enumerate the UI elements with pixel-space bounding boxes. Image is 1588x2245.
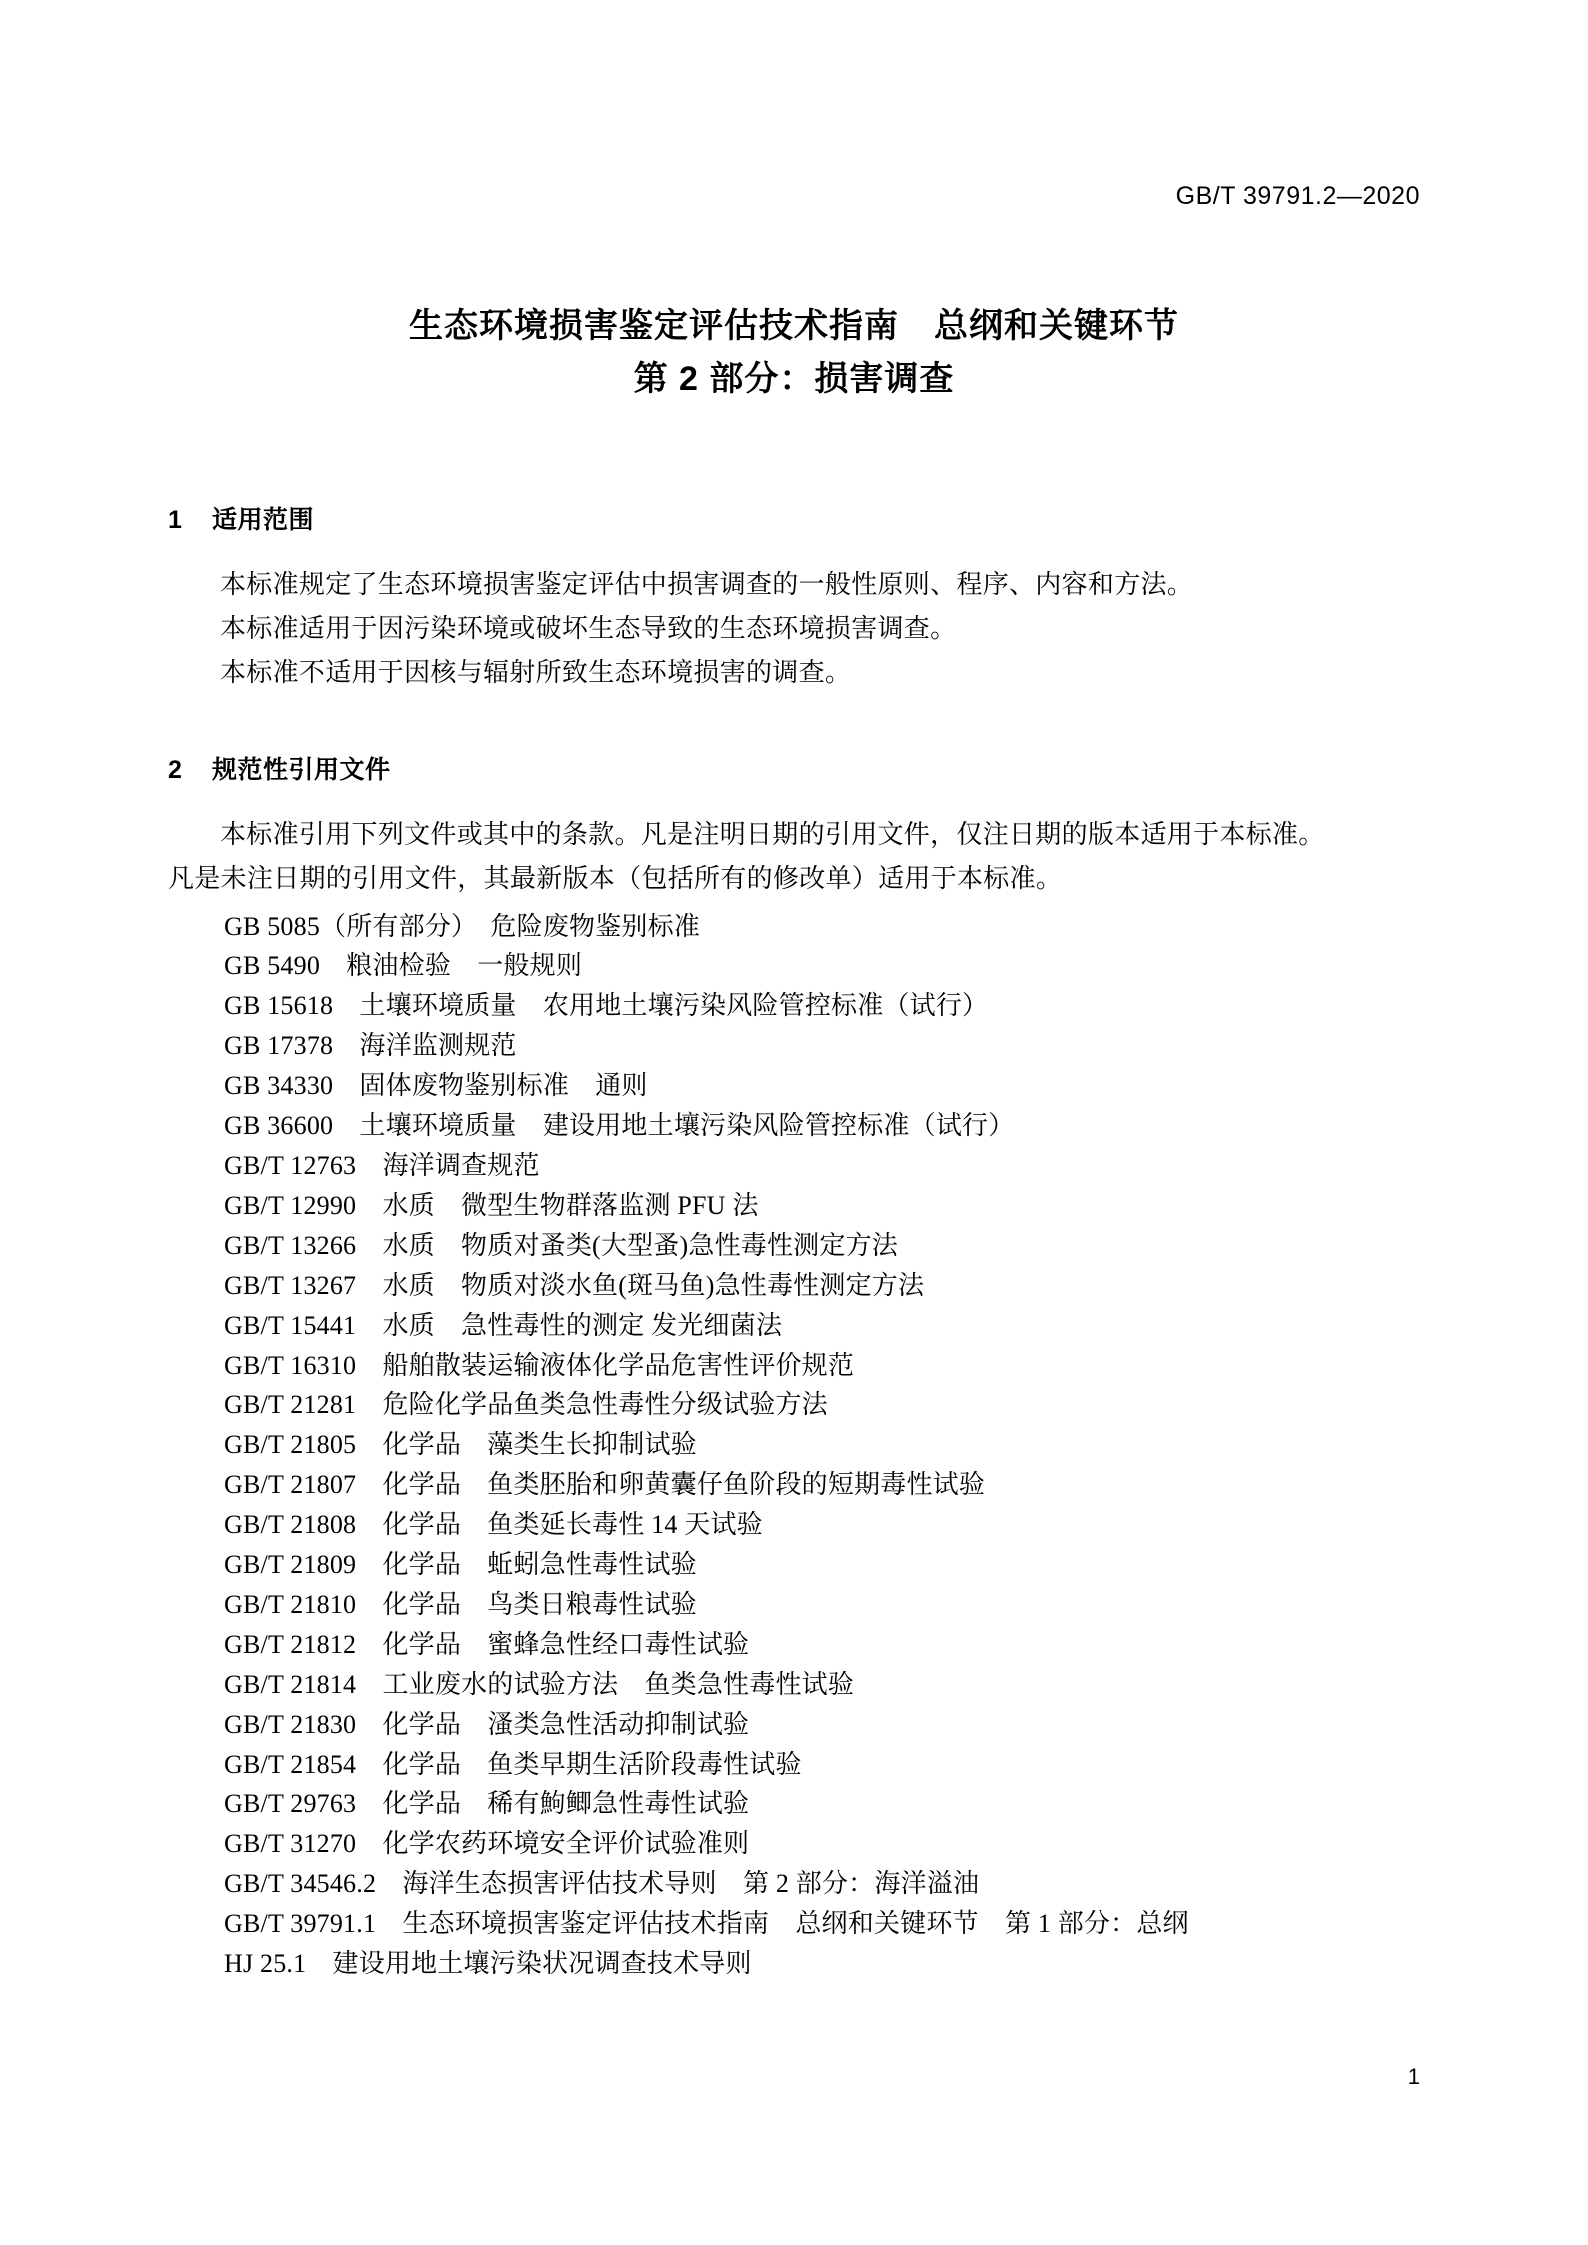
page-title — [0, 300, 1588, 405]
list-item: GB/T 21814 工业废水的试验方法 鱼类急性毒性试验 — [224, 1669, 855, 1699]
section-number-1: 1 — [168, 506, 183, 534]
list-item: HJ 25.1 建设用地土壤污染状况调查技术导则 — [224, 1949, 752, 1979]
list-item: GB/T 21810 化学品 鸟类日粮毒性试验 — [224, 1589, 697, 1619]
section-heading-1 — [168, 500, 1420, 536]
section-spacer — [168, 696, 1420, 750]
paragraph: 本标准不适用于因核与辐射所致生态环境损害的调查。 — [220, 658, 852, 688]
list-item: GB/T 12763 海洋调查规范 — [224, 1150, 540, 1180]
list-item: GB/T 29763 化学品 稀有鮈鲫急性毒性试验 — [224, 1789, 750, 1819]
list-item: GB/T 21808 化学品 鱼类延长毒性 14 天试验 — [224, 1510, 763, 1540]
section-heading-2 — [168, 750, 1420, 786]
list-item: GB 15618 土壤环境质量 农用地土壤污染风险管控标准（试行） — [224, 991, 989, 1021]
section-title-2: 规范性引用文件 — [212, 756, 391, 785]
list-item: GB 34330 固体废物鉴别标准 通则 — [224, 1071, 648, 1101]
list-item: GB 5085（所有部分） 危险废物鉴别标准 — [224, 911, 701, 941]
section-number-2: 2 — [168, 756, 183, 785]
list-item: GB/T 31270 化学农药环境安全评价试验准则 — [224, 1829, 750, 1859]
page-title-line-1: 生态环境损害鉴定评估技术指南 总纲和关键环节 — [409, 307, 1179, 345]
list-item: GB/T 21809 化学品 蚯蚓急性毒性试验 — [224, 1550, 697, 1580]
list-item: GB/T 34546.2 海洋生态损害评估技术导则 第 2 部分：海洋溢油 — [224, 1869, 980, 1899]
list-item: GB 17378 海洋监测规范 — [224, 1031, 517, 1061]
list-item: GB/T 21807 化学品 鱼类胚胎和卵黄囊仔鱼阶段的短期毒性试验 — [224, 1470, 986, 1500]
page-header-standard-code: GB/T 39791.2—2020 — [1175, 182, 1420, 210]
section-1-paragraphs — [168, 564, 1420, 694]
list-item: GB/T 21281 危险化学品鱼类急性毒性分级试验方法 — [224, 1390, 828, 1420]
normative-reference-list — [168, 907, 1420, 1984]
list-item: GB/T 12990 水质 微型生物群落监测 PFU 法 — [224, 1190, 759, 1220]
list-item: GB/T 13266 水质 物质对蚤类(大型蚤)急性毒性测定方法 — [224, 1230, 898, 1260]
list-item: GB/T 39791.1 生态环境损害鉴定评估技术指南 总纲和关键环节 第 1 部分：总纲 — [224, 1909, 1189, 1939]
list-item: GB/T 21805 化学品 藻类生长抑制试验 — [224, 1430, 697, 1460]
list-item: GB 36600 土壤环境质量 建设用地土壤污染风险管控标准（试行） — [224, 1111, 1015, 1141]
paragraph: 凡是未注日期的引用文件，其最新版本（包括所有的修改单）适用于本标准。 — [168, 864, 1063, 894]
list-item: GB/T 21812 化学品 蜜蜂急性经口毒性试验 — [224, 1629, 750, 1659]
document-body — [168, 500, 1420, 1984]
page-title-line-2: 第 2 部分：损害调查 — [633, 359, 955, 398]
paragraph: 本标准适用于因污染环境或破坏生态导致的生态环境损害调查。 — [220, 614, 957, 644]
paragraph: 本标准引用下列文件或其中的条款。凡是注明日期的引用文件，仅注日期的版本适用于本标准。 — [220, 820, 1325, 850]
list-item: GB/T 16310 船舶散装运输液体化学品危害性评价规范 — [224, 1350, 855, 1380]
paragraph: 本标准规定了生态环境损害鉴定评估中损害调查的一般性原则、程序、内容和方法。 — [220, 570, 1194, 599]
page-number: 1 — [1407, 2064, 1420, 2089]
list-item: GB/T 21830 化学品 溞类急性活动抑制试验 — [224, 1709, 750, 1739]
section-2-paragraphs — [168, 814, 1420, 900]
list-item: GB/T 13267 水质 物质对淡水鱼(斑马鱼)急性毒性测定方法 — [224, 1270, 925, 1300]
list-item: GB 5490 粮油检验 一般规则 — [224, 951, 583, 981]
section-title-1: 适用范围 — [212, 506, 315, 534]
list-item: GB/T 21854 化学品 鱼类早期生活阶段毒性试验 — [224, 1749, 802, 1779]
list-item: GB/T 15441 水质 急性毒性的测定 发光细菌法 — [224, 1310, 783, 1340]
